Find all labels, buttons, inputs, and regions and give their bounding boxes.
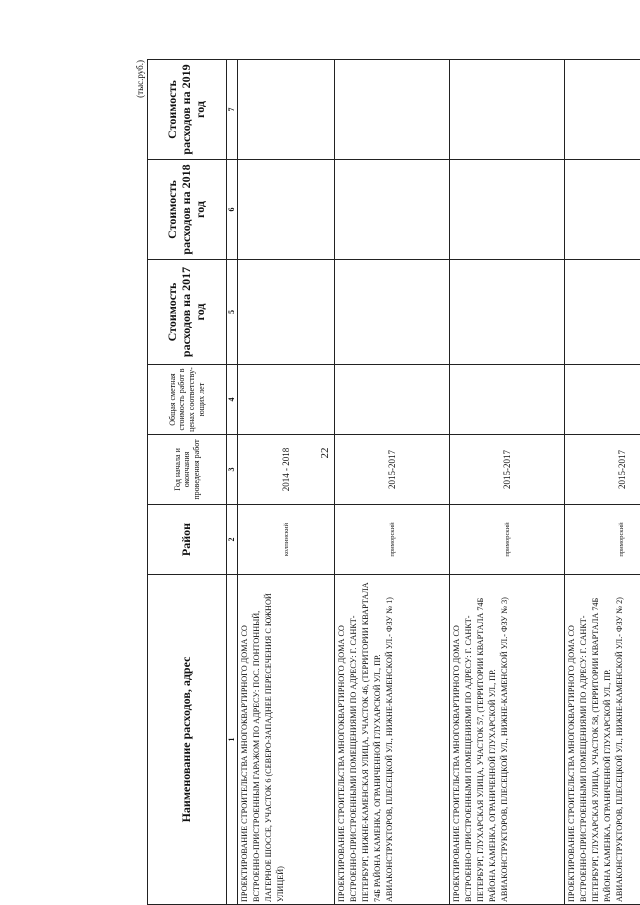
row-2017 (450, 260, 565, 365)
row-2017 (565, 260, 640, 365)
table-row (565, 60, 640, 905)
row-total (238, 365, 335, 435)
row-region: приморский (450, 505, 565, 575)
header-cost-2017: Стоимость расходов на 2017 год (148, 260, 227, 365)
row-years: 2015-2017 (450, 435, 565, 505)
table-row (450, 60, 565, 905)
header-years: Год начала и окончания проведения работ (148, 435, 227, 505)
row-2019 (450, 60, 565, 160)
row-name: ПРОЕКТИРОВАНИЕ СТРОИТЕЛЬСТВА МНОГОКВАРТИРНОГО ДОМА СО ВСТРОЕННО-ПРИСТРОЕННЫМ ГАРАЖОМ ПО АДРЕСУ: ПОС. ПОНТОННЫЙ, ЛАГЕРНОЕ ШОССЕ, УЧАСТОК 6 (СЕВЕРО-ЗАПАДНЕЕ ПЕРЕСЕЧЕНИЯ С ЮЖНОЙ УЛИЦЕЙ) (238, 575, 335, 905)
row-years: 2014 - 2018 (238, 435, 335, 505)
header-cost-2019: Стоимость расходов на 2019 год (148, 60, 227, 160)
table-row (335, 60, 450, 905)
row-2018 (238, 160, 335, 260)
col-num-1: 1 (227, 575, 238, 905)
row-total (335, 365, 450, 435)
col-num-3: 3 (227, 435, 238, 505)
rotated-table-container (135, 60, 627, 905)
header-name: Наименование расходов, адрес (148, 575, 227, 905)
col-num-6: 6 (227, 160, 238, 260)
header-region: Район (148, 505, 227, 575)
row-region: колпинский (238, 505, 335, 575)
page-number: 22 (319, 447, 331, 459)
col-num-7: 7 (227, 60, 238, 160)
row-total (450, 365, 565, 435)
column-number-row (227, 60, 238, 905)
row-2018 (565, 160, 640, 260)
row-name: ПРОЕКТИРОВАНИЕ СТРОИТЕЛЬСТВА МНОГОКВАРТИРНОГО ДОМА СО ВСТРОЕННО-ПРИСТРОЕННЫМИ ПОМЕЩЕНИЯМИ ПО АДРЕСУ: Г. САНКТ-ПЕТЕРБУРГ, ГЛУХАРСКАЯ УЛИЦА, УЧАСТОК 58, (ТЕРРИТОРИИ КВАРТАЛА 74Б РАЙОНА КАМЕНКА, ОГРАНИЧЕННОЙ ГЛУХАРСКОЙ УЛ., ПР. АВИАКОНСТРУКТОРОВ, ПЛЕСЕЦКОЙ УЛ., НИЖНЕ-КАМЕНСКОЙ УЛ.- ФЗУ № 2) (565, 575, 640, 905)
col-num-2: 2 (227, 505, 238, 575)
col-num-5: 5 (227, 260, 238, 365)
row-2017 (238, 260, 335, 365)
row-region: приморский (335, 505, 450, 575)
header-cost-2018: Стоимость расходов на 2018 год (148, 160, 227, 260)
units-label: (тыс.руб.) (135, 60, 145, 98)
table-header-row (148, 60, 227, 905)
row-name: ПРОЕКТИРОВАНИЕ СТРОИТЕЛЬСТВА МНОГОКВАРТИРНОГО ДОМА СО ВСТРОЕННО-ПРИСТРОЕННЫМИ ПОМЕЩЕНИЯМИ ПО АДРЕСУ: Г. САНКТ-ПЕТЕРБУРГ, НИЖНЕ-КАМЕНСКАЯ УЛИЦА, УЧАСТОК 46, (ТЕРРИТОРИИ КВАРТАЛА 74Б РАЙОНА КАМЕНКА, ОГРАНИЧЕННОЙ ГЛУХАРСКОЙ УЛ., ПР. АВИАКОНСТРУКТОРОВ, ПЛЕСЕЦКОЙ УЛ., НИЖНЕ-КАМЕНСКОЙ УЛ.- ФЗУ № 1) (335, 575, 450, 905)
expenses-table (147, 59, 640, 905)
row-2019 (238, 60, 335, 160)
row-years: 2015-2017 (565, 435, 640, 505)
row-2018 (450, 160, 565, 260)
row-total (565, 365, 640, 435)
row-years: 2015-2017 (335, 435, 450, 505)
row-2018 (335, 160, 450, 260)
row-name: ПРОЕКТИРОВАНИЕ СТРОИТЕЛЬСТВА МНОГОКВАРТИРНОГО ДОМА СО ВСТРОЕННО-ПРИСТРОЕННЫМИ ПОМЕЩЕНИЯМИ ПО АДРЕСУ: Г. САНКТ-ПЕТЕРБУРГ, ГЛУХАРСКАЯ УЛИЦА, УЧАСТОК 57, (ТЕРРИТОРИИ КВАРТАЛА 74Б РАЙОНА КАМЕНКА, ОГРАНИЧЕННОЙ ГЛУХАРСКОЙ УЛ., ПР. АВИАКОНСТРУКТОРОВ, ПЛЕСЕЦКОЙ УЛ., НИЖНЕ-КАМЕНСКОЙ УЛ.- ФЗУ № 3) (450, 575, 565, 905)
table-row (238, 60, 335, 905)
row-2019 (335, 60, 450, 160)
header-total-cost: Общая сметная стоимость работ в ценах соответству-ющих лет (148, 365, 227, 435)
col-num-4: 4 (227, 365, 238, 435)
row-region: приморский (565, 505, 640, 575)
row-2019 (565, 60, 640, 160)
row-2017 (335, 260, 450, 365)
